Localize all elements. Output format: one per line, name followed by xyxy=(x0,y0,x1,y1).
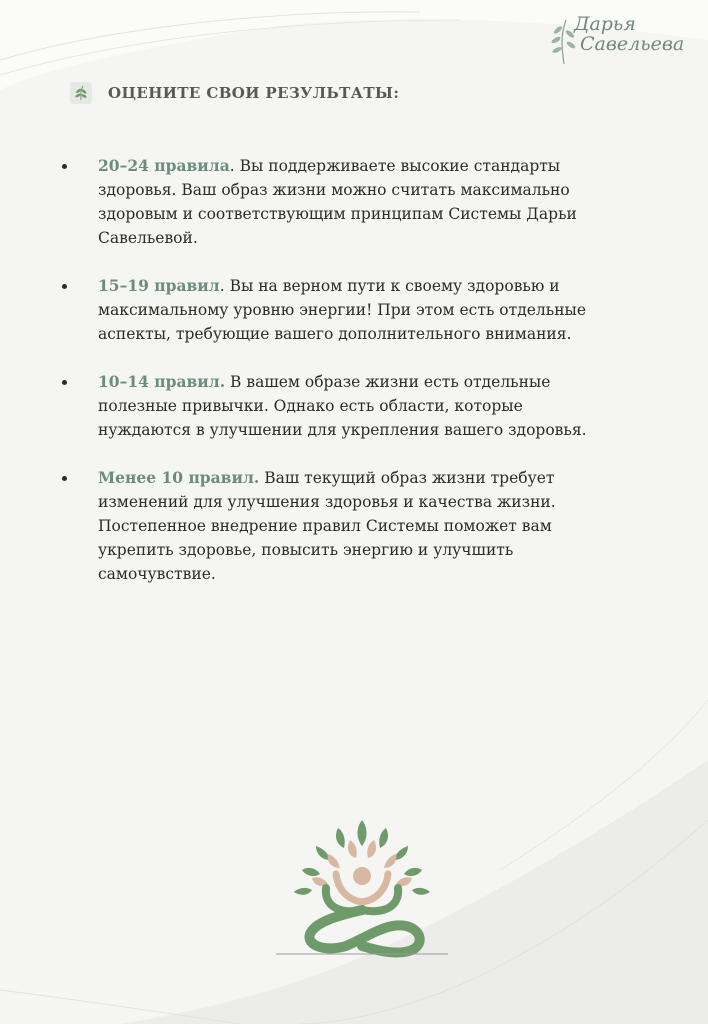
list-item xyxy=(58,154,618,250)
brand-logo xyxy=(546,10,696,70)
score-range: 15–19 правил xyxy=(98,276,220,295)
result-description: Ваш текущий образ жизни требует изменений для улучшения здоровья и качества жизни. Постепенное внедрение правил Системы поможет вам укрепить здоровье, повысить энергию и улучшить самочувствие. xyxy=(98,469,556,583)
results-list xyxy=(58,154,618,610)
score-range: 20–24 правила xyxy=(98,156,230,175)
result-description: В вашем образе жизни есть отдельные полезные привычки. Однако есть области, которые нуждаются в улучшении для укрепления вашего здоровья. xyxy=(98,373,587,439)
logo-line-2: Савельева xyxy=(580,33,685,55)
result-description: . Вы поддерживаете высокие стандарты здоровья. Ваш образ жизни можно считать максимально здоровым и соответствующим принципам Системы Дарьи Савельевой. xyxy=(98,157,577,247)
leaf-badge-icon xyxy=(70,82,92,104)
meditation-tree-emblem-icon xyxy=(276,818,448,958)
page-title: ОЦЕНИТЕ СВОИ РЕЗУЛЬТАТЫ: xyxy=(108,84,400,102)
section-heading xyxy=(70,80,630,106)
logo-line-1: Дарья xyxy=(574,13,636,35)
bullet-icon xyxy=(62,164,67,169)
result-description: . Вы на верном пути к своему здоровью и максимальному уровню энергии! При этом есть отдельные аспекты, требующие вашего дополнительного внимания. xyxy=(98,277,587,343)
bullet-icon xyxy=(62,476,67,481)
bullet-icon xyxy=(62,284,67,289)
score-range: 10–14 правил. xyxy=(98,372,226,391)
list-item xyxy=(58,370,618,442)
list-item xyxy=(58,466,618,586)
list-item xyxy=(58,274,618,346)
bullet-icon xyxy=(62,380,67,385)
score-range: Менее 10 правил. xyxy=(98,468,260,487)
